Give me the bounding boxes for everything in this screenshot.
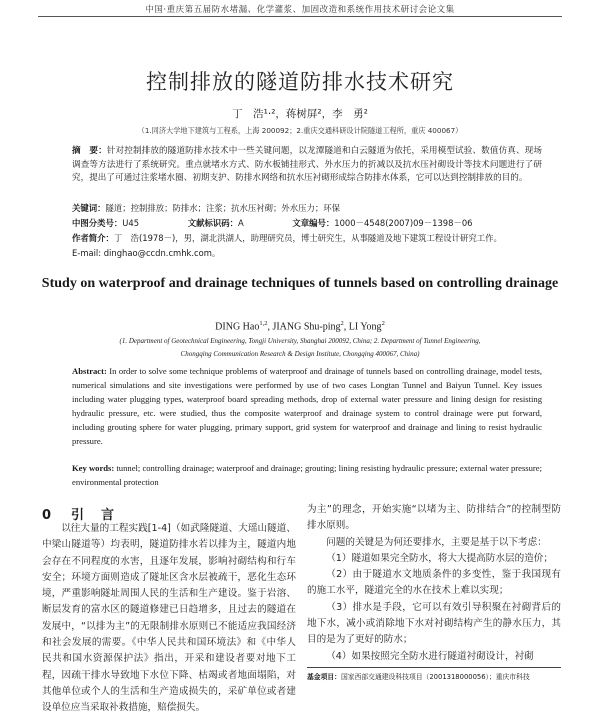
chinese-title: 控制排放的隧道防排水技术研究 <box>146 70 454 94</box>
chinese-authors: 丁 浩¹·²，蒋树屏²，李 勇² <box>232 108 368 120</box>
english-keywords-label: Key words: <box>72 463 115 473</box>
doc-code-value: A <box>237 218 244 228</box>
english-title: Study on waterproof and drainage techniques of tunnels based on controlling drainage <box>41 276 559 291</box>
author-li: , LI Yong <box>343 321 382 333</box>
left-column-body <box>42 521 296 713</box>
list-item-2: （2）由于隧道水文地质条件的多变性，鉴于我国现有的施工水平，隧道完全的水在技术上难以实现； <box>307 569 561 597</box>
clc-label: 中图分类号： <box>72 218 123 228</box>
chinese-abstract-label: 摘 要： <box>72 146 107 156</box>
chinese-abstract-text: 针对控制排放的隧道防排水技术中一些关键问题，以龙潭隧道和白云隧道为依托，采用模型试验、数值仿真、现场调查等方法进行了系统研究。重点就堵水方式、防水板铺挂形式、外水压力的折减以及抗水压衬砌设计等技术问题进行了研究，提出了可通过注浆堵水圈、初期支护、防排水网络和抗水压衬砌形成综合防排水体系，它可以达到控制排放的目的。 <box>72 146 542 183</box>
author-bio-label: 作者简介： <box>72 233 114 243</box>
right-paragraph-2: 问题的关键是为何还要排水，主要是基于以下考虑： <box>326 536 547 548</box>
footnote-text: 国家西部交通建设科技项目（2001318000056）；重庆市科技 <box>340 673 530 681</box>
chinese-keywords <box>72 202 340 214</box>
article-no-label: 文章编号： <box>292 218 335 228</box>
doc-code-label: 文献标识码： <box>187 218 238 228</box>
author-jiang: , JIANG Shu-ping <box>267 321 341 333</box>
english-abstract <box>72 365 542 448</box>
author-ding: DING Hao <box>215 321 260 333</box>
english-abstract-text: In order to solve some technique problems of waterproof and drainage of tunnels based on controlling drainage, model tests, numerical simulations and site investigations were performed by use of two cases Longtan Tunnel and Baiyun Tunnel. Key issues including water plugging types, waterproof board spreading methods, drop of external water pressure and lining design for resisting hydraulic pressure, etc. were studied, thus the composite waterproof and drainage system to control drainage were put forward, including grouting sphere for water plugging, primary support, grid system for waterproof and drainage and lining to resist hydraulic pressure. <box>72 366 542 446</box>
english-abstract-label: Abstract: <box>72 366 107 376</box>
section-number: 0 <box>42 508 54 523</box>
chinese-affiliation: （1.同济大学地下建筑与工程系，上海 200092；2.重庆交通科研设计院隧道工程所，重庆 400067） <box>137 126 463 135</box>
section-title: 引 言 <box>71 508 117 523</box>
author-jiang-sup: 2 <box>340 320 344 327</box>
chinese-abstract <box>72 145 542 186</box>
footnote <box>307 672 561 682</box>
right-column-body <box>307 502 561 662</box>
author-email: E-mail: dinghao@ccdn.cmhk.com。 <box>72 248 221 258</box>
clc-value: U45 <box>122 218 140 228</box>
list-item-3: （3）排水是手段，它可以有效引导积聚在衬砌背后的地下水，减小或消除地下水对衬砌结构产生的静水压力，其目的是为了更好的防水； <box>307 601 561 646</box>
english-keywords-text: tunnel; controlling drainage; waterproof and drainage; grouting; lining resisting hydraulic pressure; external water pressure; environmental protection <box>72 463 542 487</box>
list-item-1: （1）隧道如果完全防水，将大大提高防水层的造价； <box>326 552 553 564</box>
footnote-rule <box>307 667 561 668</box>
list-item-4: （4）如果按照完全防水进行隧道衬砌设计，衬砌 <box>326 650 534 662</box>
chinese-keywords-label: 关键词： <box>72 203 106 213</box>
english-affiliation-line2: Chongqing Communication Research & Design Institute, Chongqing 400067, China) <box>180 350 420 358</box>
english-keywords <box>72 462 542 490</box>
author-bio <box>72 232 552 244</box>
chinese-keywords-text: 隧道；控制排放；防排水；注浆；抗水压衬砌；外水压力；环保 <box>105 203 340 213</box>
article-no-value: 1000－4548(2007)09－1398－06 <box>334 218 473 228</box>
classification-line <box>72 217 472 229</box>
footnote-label: 基金项目： <box>307 673 341 681</box>
english-authors <box>0 320 600 332</box>
author-ding-sup: 1,2 <box>259 320 268 327</box>
author-bio-text: 丁 浩(1978－)，男，湖北洪湖人，助理研究员，博士研究生，从事隧道及地下建筑工程设计研究工作。 <box>113 233 502 243</box>
english-affiliation-line1: (1. Department of Geotechnical Engineering, Tongji University, Shanghai 200092, China; 2. Department of Tunnel Engineering, <box>119 337 481 345</box>
intro-paragraph: 以往大量的工程实践[1-4]（如武隆隧道、大瑶山隧道、中梁山隧道等）均表明，隧道防排水若以排为主，隧道内地会存在不同程度的水害，且逐年发展，影响衬砌结构和行车安全；环境方面则造成了隧址区含水层被疏干，恶化生态环境，严重影响隧址周围人民的生活和生产建设。鉴于岩溶、断层发育的富水区的隧道修建已日趋增多，且过去的隧道在发展中，“以排为主”的无限制排水原则已不能适应我国经济和社会发展的需要。《中华人民共和国环境法》和《中华人民共和国水资源保护法》指出，开采和建设者要对地下工程，因疏干排水导致地下水位下降、枯竭或者地面塌陷，对其他单位或个人的生活和生产造成损失的，采矿单位或者建设单位应当采取补救措施，赔偿损失。 <box>42 523 296 713</box>
running-head: 中国·重庆第五届防水堵漏、化学灌浆、加固改造和系统作用技术研讨会论文集 <box>145 5 455 15</box>
header-rule <box>38 16 562 17</box>
author-li-sup: 2 <box>381 320 385 327</box>
right-paragraph-1: 为主”的理念，开始实施“以堵为主、防排结合”的控制型防排水原则。 <box>307 504 561 532</box>
